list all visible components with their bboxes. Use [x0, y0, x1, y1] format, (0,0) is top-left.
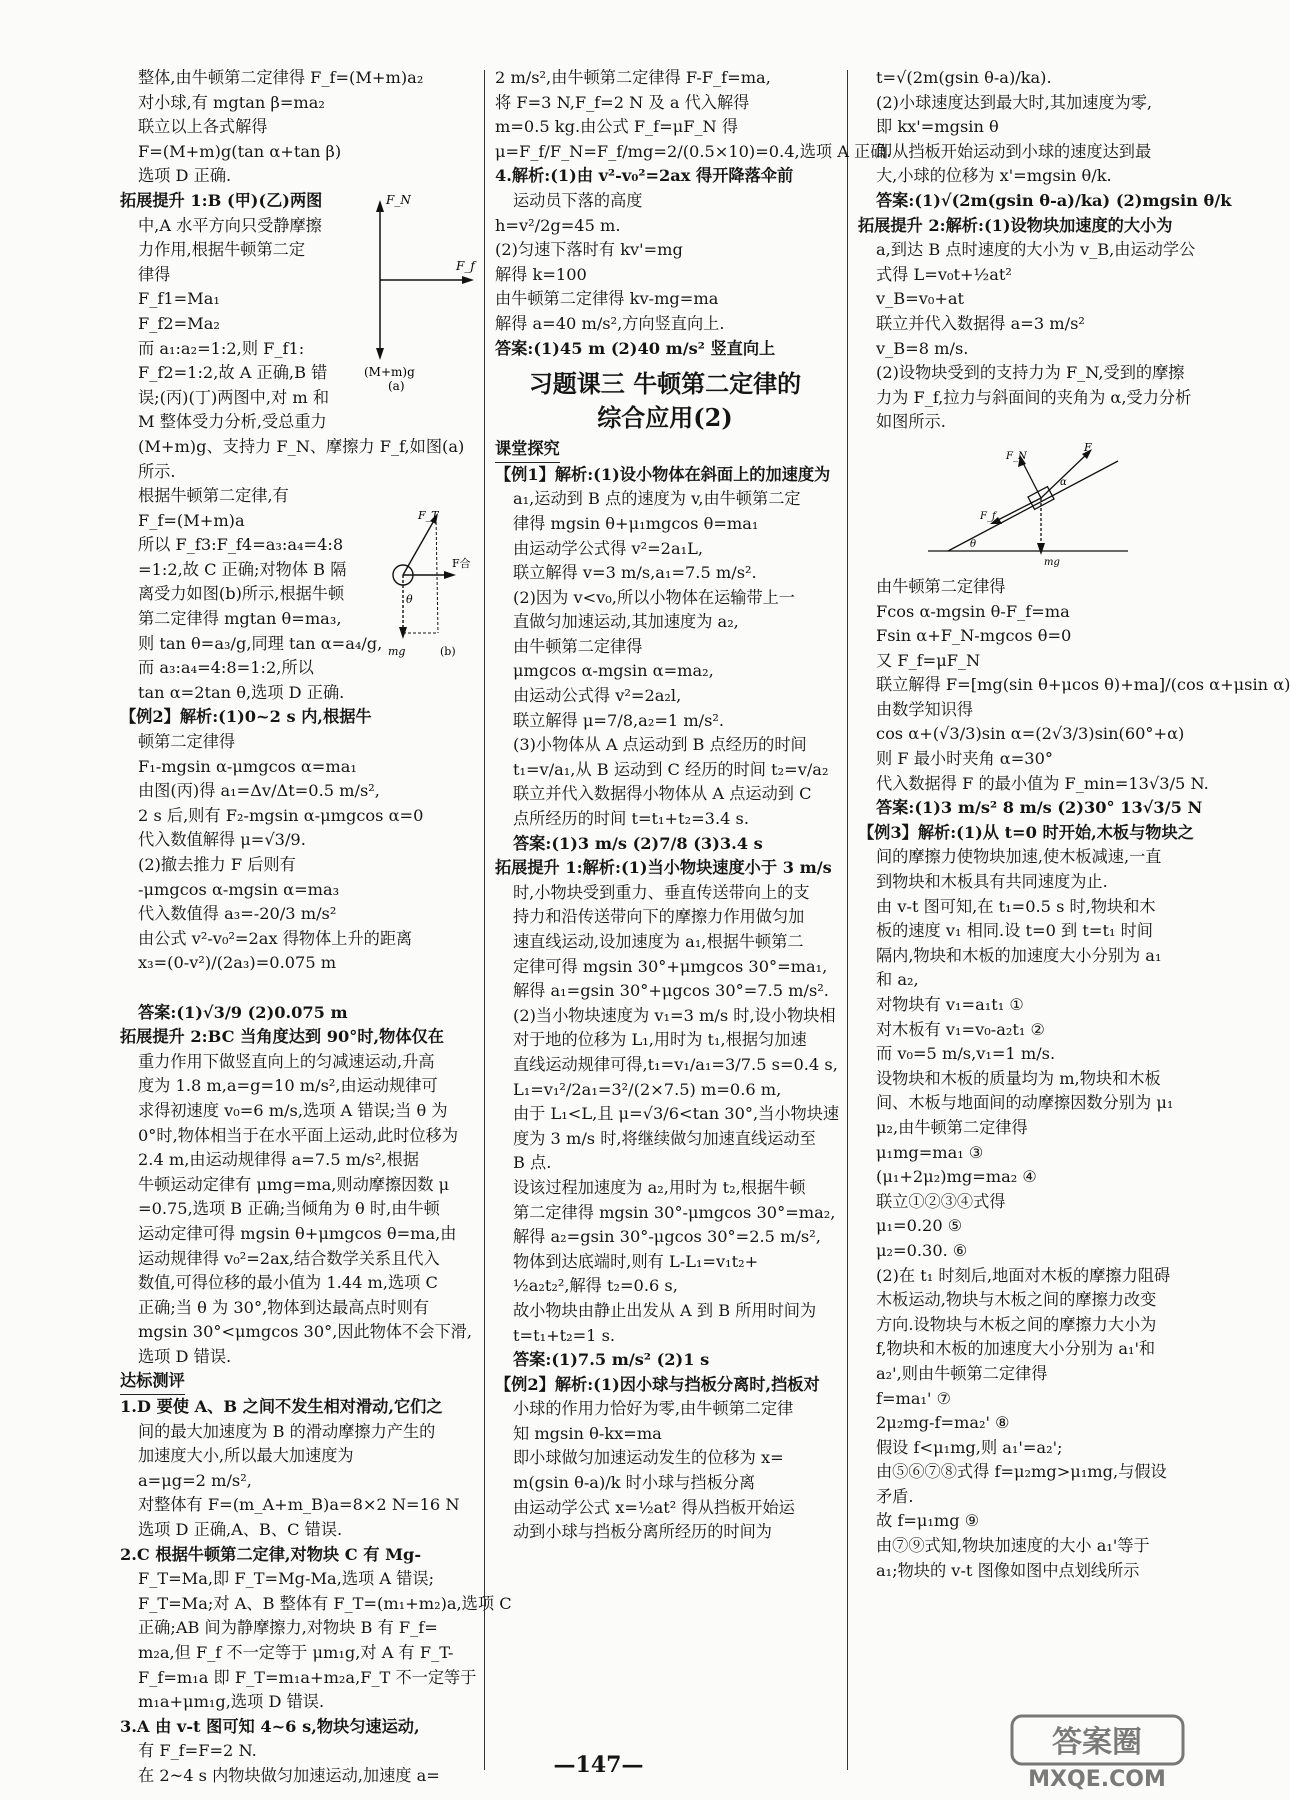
col2b-line: 点所经历的时间 t=t₁+t₂=3.4 s.: [513, 809, 749, 829]
col1-line: 达标测评: [120, 1369, 185, 1395]
col2b-line: 定律可得 mgsin 30°+μmgcos 30°=ma₁,: [513, 956, 828, 976]
col1-line: 代入数值解得 μ=√3/9.: [138, 830, 306, 850]
col3-line: t=√(2m(gsin θ-a)/ka).: [876, 68, 1052, 87]
figure-a-caption: (a): [388, 379, 405, 393]
col1-line: 答案:(1)√3/9 (2)0.075 m: [138, 1002, 348, 1022]
col2b-line: 答案:(1)3 m/s (2)7/8 (3)3.4 s: [513, 833, 763, 853]
col1-line: 2.4 m,由运动规律得 a=7.5 m/s²,根据: [138, 1150, 419, 1170]
col2-line: 2 m/s²,由牛顿第二定律得 F-F_f=ma,: [495, 68, 771, 87]
col1-line: 0°时,物体相当于在水平面上运动,此时位移为: [138, 1125, 459, 1145]
col1-line: tan α=2tan θ,选项 D 正确.: [138, 682, 345, 702]
col3b-line: Fcos α-mgsin θ-F_f=ma: [876, 601, 1070, 621]
col3b-line: a₂',则由牛顿第二定律得: [876, 1363, 1048, 1383]
col1-line: -μmgcos α-mgsin α=ma₃: [138, 879, 340, 899]
col2-lines-top: [495, 66, 892, 361]
col2b-line: (2)因为 v<v₀,所以小物体在运输带上一: [513, 587, 795, 607]
col1-line: 根据牛顿第二定律,有: [138, 486, 289, 506]
col3b-line: 由 v-t 图可知,在 t₁=0.5 s 时,物块和木: [876, 896, 1156, 916]
col1-line: 牛顿运动定律有 μmg=ma,则动摩擦因数 μ: [138, 1174, 450, 1194]
col3-line: v_B=8 m/s.: [876, 338, 969, 358]
col1-line: 所以 F_f3:F_f4=a₃:a₄=4:8: [138, 535, 344, 555]
col2b-line: 动到小球与挡板分离所经历的时间为: [513, 1522, 772, 1542]
col1-line: a=μg=2 m/s²,: [138, 1470, 252, 1490]
chapter-title-line-2: 综合应用(2): [597, 403, 733, 433]
col1-line: x₃=(0-v²)/(2a₃)=0.075 m: [138, 953, 337, 973]
col3b-line: μ₂=0.30. ⑥: [876, 1240, 968, 1260]
col2b-line: 速直线运动,设加速度为 a₁,根据牛顿第二: [513, 932, 804, 951]
col3-line: 答案:(1)√(2m(gsin θ-a)/ka) (2)mgsin θ/k: [876, 190, 1232, 210]
col1-line: 在 2~4 s 内物块做匀加速运动,加速度 a=: [138, 1765, 440, 1785]
col3b-line: Fsin α+F_N-mgcos θ=0: [876, 626, 1072, 646]
watermark-logo-top: 答案圈: [1052, 1725, 1142, 1760]
col1-line: 正确;当 θ 为 30°,物体到达最高点时则有: [138, 1297, 430, 1317]
col3b-line: 则 F 最小时夹角 α=30°: [876, 749, 1053, 769]
col1-line: F_f1=Ma₁: [138, 289, 220, 309]
col1-line: 拓展提升 2:BC 当角度达到 90°时,物体仅在: [120, 1027, 444, 1047]
col3-line: (2)小球速度达到最大时,其加速度为零,: [876, 92, 1153, 112]
col1-line: 拓展提升 1:B (甲)(乙)两图: [120, 190, 323, 210]
col2b-line: 联立并代入数据得小物体从 A 点运动到 C: [513, 784, 812, 804]
col1-line: m₁a+μm₁g,选项 D 错误.: [138, 1692, 325, 1712]
col3b-line: f,物块和木板的加速度大小分别为 a₁'和: [876, 1339, 1156, 1359]
column-divider: [484, 70, 485, 1770]
col3b-line: 假设 f<μ₁mg,则 a₁'=a₂';: [876, 1437, 1063, 1457]
col1-line: m₂a,但 F_f 不一定等于 μm₁g,对 A 有 F_T-: [138, 1643, 454, 1662]
col3b-line: (μ₁+2μ₂)mg=ma₂ ④: [876, 1167, 1037, 1187]
col3b-line: 方向.设物块与木板之间的摩擦力大小为: [876, 1314, 1157, 1334]
label-ff-incline: F_f: [980, 510, 996, 522]
col3b-line: 对物块有 v₁=a₁t₁ ①: [876, 995, 1024, 1014]
col2b-line: 解得 a₂=gsin 30°-μgcos 30°=2.5 m/s²,: [513, 1227, 821, 1247]
col1-line: [120, 976, 472, 1001]
col1-line: (M+m)g、支持力 F_N、摩擦力 F_f,如图(a): [138, 436, 465, 456]
col3b-line: 而 v₀=5 m/s,v₁=1 m/s.: [876, 1044, 1056, 1064]
col3b-line: 矛盾.: [876, 1486, 914, 1506]
col3-lines-top: [858, 66, 1232, 435]
col3b-line: 联立解得 F=[mg(sin θ+μcos θ)+ma]/(cos α+μsin α): [876, 675, 1290, 695]
col3b-line: 和 a₂,: [876, 970, 919, 990]
col1-line: 由公式 v²-v₀²=2ax 得物体上升的距离: [138, 928, 413, 948]
col2b-line: 律得 mgsin θ+μ₁mgcos θ=ma₁: [513, 513, 759, 533]
col1-line: 求得初速度 v₀=6 m/s,选项 A 错误;当 θ 为: [138, 1100, 448, 1120]
col2b-line: (2)当小物块速度为 v₁=3 m/s 时,设小物块相: [513, 1005, 836, 1025]
col1-line: 有 F_f=F=2 N.: [138, 1741, 257, 1761]
label-fn-incline: F_N: [1006, 450, 1027, 462]
col1-line: 顿第二定律得: [138, 732, 236, 752]
col3b-line: 间的摩擦力使物块加速,使木板减速,一直: [876, 847, 1162, 867]
col1-line: 律得: [138, 264, 171, 284]
figure-b-caption: (b): [440, 645, 456, 658]
col2b-line: 知 mgsin θ-kx=ma: [513, 1423, 662, 1443]
col1-line: 对整体有 F=(m_A+m_B)a=8×2 N=16 N: [138, 1495, 460, 1515]
col1-line: 而 a₁:a₂=1:2,则 F_f1:: [138, 338, 305, 358]
col3-line: v_B=v₀+at: [876, 289, 965, 309]
col2b-line: 直做匀加速运动,其加速度为 a₂,: [513, 612, 739, 632]
col3b-line: 板的速度 v₁ 相同.设 t=0 到 t=t₁ 时间: [876, 921, 1153, 941]
col1-line: 3.A 由 v-t 图可知 4~6 s,物块匀速运动,: [120, 1716, 420, 1736]
col1-line: M 整体受力分析,受总重力: [138, 412, 327, 432]
col2-line: (2)匀速下落时有 kv'=mg: [495, 240, 683, 260]
col3-line: 如图所示.: [876, 412, 946, 432]
col3b-line: 联立①②③④式得: [876, 1191, 1006, 1211]
label-fhe: F合: [452, 557, 471, 570]
col2b-line: 由运动学公式得 v²=2a₁L,: [513, 538, 703, 558]
col2b-line: ½a₂t₂²,解得 t₂=0.6 s,: [513, 1276, 678, 1296]
col2b-line: 由运动学公式 x=½at² 得从挡板开始运: [513, 1497, 795, 1517]
col1-line: 代入数值得 a₃=-20/3 m/s²: [138, 904, 337, 924]
col3-line: 力为 F_f,拉力与斜面间的夹角为 α,受力分析: [876, 387, 1192, 407]
col1-line: 间的最大加速度为 B 的滑动摩擦力产生的: [138, 1421, 436, 1441]
col3b-line: 由⑤⑥⑦⑧式得 f=μ₂mg>μ₁mg,与假设: [876, 1462, 1167, 1482]
watermark-logo-bottom: MXQE.COM: [1028, 1767, 1166, 1792]
col3-line: 联立并代入数据得 a=3 m/s²: [876, 313, 1085, 333]
col2b-line: 物体到达底端时,则有 L-L₁=v₁t₂+: [513, 1251, 759, 1271]
col1-line: F_f2=1:2,故 A 正确,B 错: [138, 363, 328, 383]
col2b-line: B 点.: [513, 1153, 552, 1173]
chapter-title: [495, 367, 835, 435]
column-divider: [847, 70, 848, 1770]
col3-line: (2)设物块受到的支持力为 F_N,受到的摩擦: [876, 363, 1185, 383]
col1-line: 2.C 根据牛顿第二定律,对物块 C 有 Mg-: [120, 1544, 422, 1564]
col2-line: μ=F_f/F_N=F_f/mg=2/(0.5×10)=0.4,选项 A 正确.: [495, 141, 892, 161]
label-fn: F_N: [386, 193, 411, 207]
label-f: F: [1084, 440, 1092, 454]
col1-line: 误;(丙)(丁)两图中,对 m 和: [138, 387, 330, 407]
col2-line: 由牛顿第二定律得 kv-mg=ma: [495, 289, 719, 309]
col2b-line: 持力和沿传送带向下的摩擦力作用做匀加: [513, 907, 805, 927]
col1-line: (2)撤去推力 F 后则有: [138, 855, 296, 874]
column-3: [858, 66, 1290, 1583]
col2b-line: 由运动公式得 v²=2a₂l,: [513, 686, 682, 706]
col1-line: 力作用,根据牛顿第二定: [138, 240, 306, 260]
col3b-line: 设物块和木板的质量均为 m,物块和木板: [876, 1068, 1161, 1088]
col2b-line: 联立解得 μ=7/8,a₂=1 m/s².: [513, 710, 725, 730]
label-alpha: α: [1060, 476, 1067, 488]
col1-line: 选项 D 正确,A、B、C 错误.: [138, 1520, 343, 1540]
col3-line: a,到达 B 点时速度的大小为 v_B,由运动学公: [876, 240, 1196, 260]
col2b-line: a₁,运动到 B 点的速度为 v,由牛顿第二定: [513, 489, 801, 509]
col1-line: 【例2】解析:(1)0~2 s 内,根据牛: [120, 707, 372, 727]
col2b-line: t=t₁+t₂=1 s.: [513, 1325, 616, 1345]
col2b-line: (3)小物体从 A 点运动到 B 点经历的时间: [513, 735, 807, 755]
col2b-line: 解得 a₁=gsin 30°+μgcos 30°=7.5 m/s².: [513, 981, 829, 1001]
col2b-line: 即小球做匀加速运动发生的位移为 x=: [513, 1448, 784, 1468]
col3b-line: 又 F_f=μF_N: [876, 650, 981, 670]
col1-line: 选项 D 正确.: [138, 166, 232, 186]
col1-line: 则 tan θ=a₃/g,同理 tan α=a₄/g,: [138, 633, 383, 653]
col3b-line: 由牛顿第二定律得: [876, 576, 1006, 596]
col2b-line: 答案:(1)7.5 m/s² (2)1 s: [513, 1350, 710, 1370]
col3b-line: a₁;物块的 v-t 图像如图中点划线所示: [876, 1560, 1140, 1580]
col1-line: 运动定律可得 mgsin θ+μmgcos θ=ma,由: [138, 1223, 457, 1243]
figure-b-force-diagram: [378, 505, 478, 665]
col3b-line: 间、木板与地面间的动摩擦因数分别为 μ₁: [876, 1093, 1174, 1113]
col2-line: 答案:(1)45 m (2)40 m/s² 竖直向上: [495, 338, 776, 358]
col3b-line: 故 f=μ₁mg ⑨: [876, 1511, 980, 1531]
label-ff: F_f: [456, 259, 475, 273]
col1-line: F_f2=Ma₂: [138, 313, 220, 333]
col1-line: 数值,可得位移的最小值为 1.44 m,选项 C: [138, 1273, 438, 1293]
col3-line: 拓展提升 2:解析:(1)设物块加速度的大小为: [858, 215, 1173, 235]
col1-line: 第二定律得 mgtan θ=ma₃,: [138, 609, 342, 629]
col2b-line: 直线运动规律可得,t₁=v₁/a₁=3/7.5 s=0.4 s,: [513, 1054, 838, 1074]
col1-line: F=(M+m)g(tan α+tan β): [138, 141, 342, 161]
col3b-line: 到物块和木板具有共同速度为止.: [876, 872, 1108, 892]
col1-line: F₁-mgsin α-μmgcos α=ma₁: [138, 756, 357, 776]
col2b-line: 联立解得 v=3 m/s,a₁=7.5 m/s².: [513, 563, 757, 583]
figure-incline-force-diagram: [918, 441, 1138, 567]
label-theta-incline: θ: [970, 538, 977, 550]
col3b-line: (2)在 t₁ 时刻后,地面对木板的摩擦力阻碍: [876, 1265, 1171, 1285]
col3b-line: 对木板有 v₁=v₀-a₂t₁ ②: [876, 1019, 1045, 1039]
col2-line: 解得 k=100: [495, 264, 587, 284]
col2b-line: 由于 L₁<L,且 μ=√3/6<tan 30°,当小物块速: [513, 1104, 840, 1124]
chapter-title-line-1: 习题课三 牛顿第二定律的: [528, 369, 802, 399]
col2b-line: 第二定律得 mgsin 30°-μmgcos 30°=ma₂,: [513, 1202, 836, 1222]
col3b-line: cos α+(√3/3)sin α=(2√3/3)sin(60°+α): [876, 724, 1185, 744]
col2b-line: 拓展提升 1:解析:(1)当小物块速度小于 3 m/s: [495, 858, 832, 878]
col3b-line: 由数学知识得: [876, 699, 974, 719]
col3b-line: 代入数据得 F 的最小值为 F_min=13√3/5 N.: [876, 773, 1209, 793]
col2-line: 运动员下落的高度: [513, 190, 643, 210]
col3-line: 即 kx'=mgsin θ: [876, 117, 999, 137]
col3b-line: 【例3】解析:(1)从 t=0 时开始,木板与物块之: [858, 822, 1194, 842]
col1-line: 所示.: [138, 461, 176, 481]
col2b-line: 课堂探究: [495, 437, 560, 463]
col1-line: 整体,由牛顿第二定律得 F_f=(M+m)a₂: [138, 68, 424, 87]
col1-line: 度为 1.8 m,a=g=10 m/s²,由运动规律可: [138, 1076, 438, 1096]
col3-lines-bottom: [858, 575, 1290, 1583]
col3b-line: f=ma₁' ⑦: [876, 1388, 952, 1408]
col2b-line: 度为 3 m/s 时,将继续做匀加速直线运动至: [513, 1128, 816, 1148]
col1-line: =1:2,故 C 正确;对物体 B 隔: [138, 559, 347, 579]
col1-line: F_f=m₁a 即 F_T=m₁a+m₂a,F_T 不一定等于: [138, 1667, 477, 1687]
col3-line: 式得 L=v₀t+½at²: [876, 264, 1012, 284]
col2-line: m=0.5 kg.由公式 F_f=μF_N 得: [495, 117, 739, 137]
col1-line: 加速度大小,所以最大加速度为: [138, 1446, 354, 1466]
col2b-line: 小球的作用力恰好为零,由牛顿第二定律: [513, 1399, 794, 1419]
col2b-line: t₁=v/a₁,从 B 运动到 C 经历的时间 t₂=v/a₂: [513, 759, 829, 779]
col1-line: 对小球,有 mgtan β=ma₂: [138, 92, 325, 112]
col1-line: 运动规律得 v₀²=2ax,结合数学关系且代入: [138, 1248, 440, 1268]
col2-line: h=v²/2g=45 m.: [495, 215, 621, 235]
col2-line: 4.解析:(1)由 v²-v₀²=2ax 得开降落伞前: [495, 166, 794, 186]
col3b-line: μ₁=0.20 ⑤: [876, 1216, 963, 1236]
col1-line: 1.D 要使 A、B 之间不发生相对滑动,它们之: [120, 1397, 443, 1417]
col1-line: F_T=Ma;对 A、B 整体有 F_T=(m₁+m₂)a,选项 C: [138, 1593, 512, 1613]
col1-line: 2 s 后,则有 F₂-mgsin α-μmgcos α=0: [138, 805, 424, 825]
col2b-line: 时,小物块受到重力、垂直传送带向上的支: [513, 882, 810, 902]
col1-line: 选项 D 错误.: [138, 1346, 232, 1366]
label-mmg: (M+m)g: [364, 365, 415, 379]
col3-line: 即从挡板开始运动到小球的速度达到最: [876, 141, 1152, 161]
col1-line: F_f=(M+m)a: [138, 510, 245, 530]
figure-a-force-diagram: [360, 190, 480, 393]
label-theta: θ: [406, 593, 413, 606]
col1-line: 中,A 水平方向只受静摩擦: [138, 215, 322, 235]
col2-line: 将 F=3 N,F_f=2 N 及 a 代入解得: [495, 92, 750, 112]
col2b-line: m(gsin θ-a)/k 时小球与挡板分离: [513, 1473, 756, 1493]
col2b-line: L₁=v₁²/2a₁=3²/(2×7.5) m=0.6 m,: [513, 1079, 782, 1099]
col1-line: =0.75,选项 B 正确;当倾角为 θ 时,由牛顿: [138, 1199, 440, 1219]
col1-line: 而 a₃:a₄=4:8=1:2,所以: [138, 658, 314, 678]
col1-line: 由图(丙)得 a₁=Δv/Δt=0.5 m/s²,: [138, 781, 380, 801]
column-2: [495, 66, 892, 1545]
col2b-line: μmgcos α-mgsin α=ma₂,: [513, 661, 714, 681]
col3b-line: μ₁mg=ma₁ ③: [876, 1142, 984, 1162]
col2b-line: 对于地的位移为 L₁,用时为 t₁,根据匀加速: [513, 1030, 807, 1050]
col2b-line: 设该过程加速度为 a₂,用时为 t₂,根据牛顿: [513, 1177, 806, 1197]
col3-line: 大,小球的位移为 x'=mgsin θ/k.: [876, 166, 1112, 186]
col2b-line: 【例2】解析:(1)因小球与挡板分离时,挡板对: [495, 1374, 820, 1394]
col3b-line: μ₂,由牛顿第二定律得: [876, 1117, 1028, 1137]
watermark-logo: [1010, 1714, 1185, 1792]
label-mg-incline: mg: [1044, 556, 1060, 568]
col1-line: 联立以上各式解得: [138, 117, 268, 137]
label-ft: F_T: [418, 509, 439, 522]
page-number: —147—: [553, 1752, 644, 1778]
col3b-line: 2μ₂mg-f=ma₂' ⑧: [876, 1413, 1010, 1433]
col2b-line: 【例1】解析:(1)设小物体在斜面上的加速度为: [495, 464, 831, 484]
col1-line: 离受力如图(b)所示,根据牛顿: [138, 584, 345, 604]
col2b-line: 由牛顿第二定律得: [513, 636, 643, 656]
col1-line: 重力作用下做竖直向上的匀减速运动,升高: [138, 1051, 435, 1071]
col2-lines-bottom: [495, 437, 840, 1545]
col3b-line: 隔内,物块和木板的加速度大小分别为 a₁: [876, 945, 1162, 965]
col3b-line: 木板运动,物块与木板之间的摩擦力改变: [876, 1290, 1157, 1310]
col2-line: 解得 a=40 m/s²,方向竖直向上.: [495, 313, 725, 333]
label-mg: mg: [388, 645, 406, 658]
col3b-line: 答案:(1)3 m/s² 8 m/s (2)30° 13√3/5 N: [876, 798, 1203, 818]
col1-line: 正确;AB 间为静摩擦力,对物块 B 有 F_f=: [138, 1618, 438, 1638]
col1-line: mgsin 30°<μmgcos 30°,因此物体不会下滑,: [138, 1322, 473, 1342]
col1-line: F_T=Ma,即 F_T=Mg-Ma,选项 A 错误;: [138, 1569, 435, 1589]
col2b-line: 故小物块由静止出发从 A 到 B 所用时间为: [513, 1300, 817, 1320]
col3b-line: 由⑦⑨式知,物块加速度的大小 a₁'等于: [876, 1536, 1150, 1556]
